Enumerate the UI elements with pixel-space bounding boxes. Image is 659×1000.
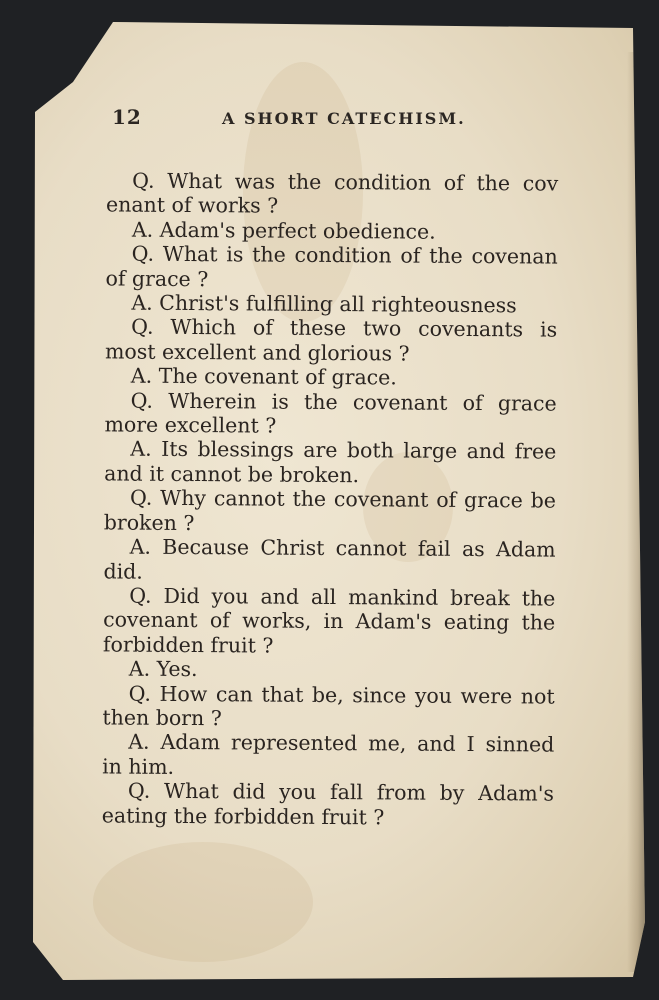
page-header — [80, 105, 600, 141]
page-gutter-shadow — [627, 52, 645, 972]
text-line: and it cannot be broken. — [104, 461, 360, 488]
text-line: A. Because Christ cannot fail as Adam — [129, 534, 556, 562]
catechism-text — [102, 168, 559, 830]
text-line: more excellent ? — [104, 412, 277, 438]
paper-stain — [93, 842, 313, 962]
text-line: Q. What did you fall from by Adam's — [127, 778, 555, 806]
text-line: did. — [103, 558, 143, 584]
text-line: Q. Did you and all mankind break the — [129, 583, 556, 611]
text-line: A. Christ's fulfilling all righteousness — [131, 290, 517, 318]
text-line: then born ? — [102, 705, 222, 731]
text-line: A. Adam represented me, and I sinned — [128, 729, 555, 757]
text-line: Q. What was the condition of the cov — [132, 168, 559, 196]
text-line: Q. Wherein is the covenant of grace — [130, 388, 557, 416]
text-line: broken ? — [103, 510, 195, 535]
text-line: Q. Which of these two covenants is — [131, 315, 558, 343]
text-line: in him. — [102, 754, 175, 779]
running-title: A SHORT CATECHISM. — [222, 109, 466, 128]
text-line: Q. Why cannot the covenant of grace be — [129, 485, 557, 513]
text-line: most excellent and glorious ? — [104, 339, 410, 366]
page-number: 12 — [112, 105, 142, 129]
text-line: A. Its blessings are both large and free — [130, 437, 557, 465]
text-line: enant of works ? — [105, 192, 279, 219]
text-line: eating the forbidden fruit ? — [101, 802, 385, 829]
text-line: forbidden fruit ? — [102, 632, 274, 658]
text-line: A. Yes. — [128, 656, 198, 682]
text-line: Q. How can that be, since you were not — [128, 681, 555, 709]
text-line: covenant of works, in Adam's eating the — [103, 607, 556, 635]
text-line: A. The covenant of grace. — [130, 363, 397, 390]
text-line: of grace ? — [105, 266, 209, 291]
text-line: A. Adam's perfect obedience. — [131, 217, 436, 244]
text-line: Q. What is the condition of the covenan — [131, 241, 558, 269]
